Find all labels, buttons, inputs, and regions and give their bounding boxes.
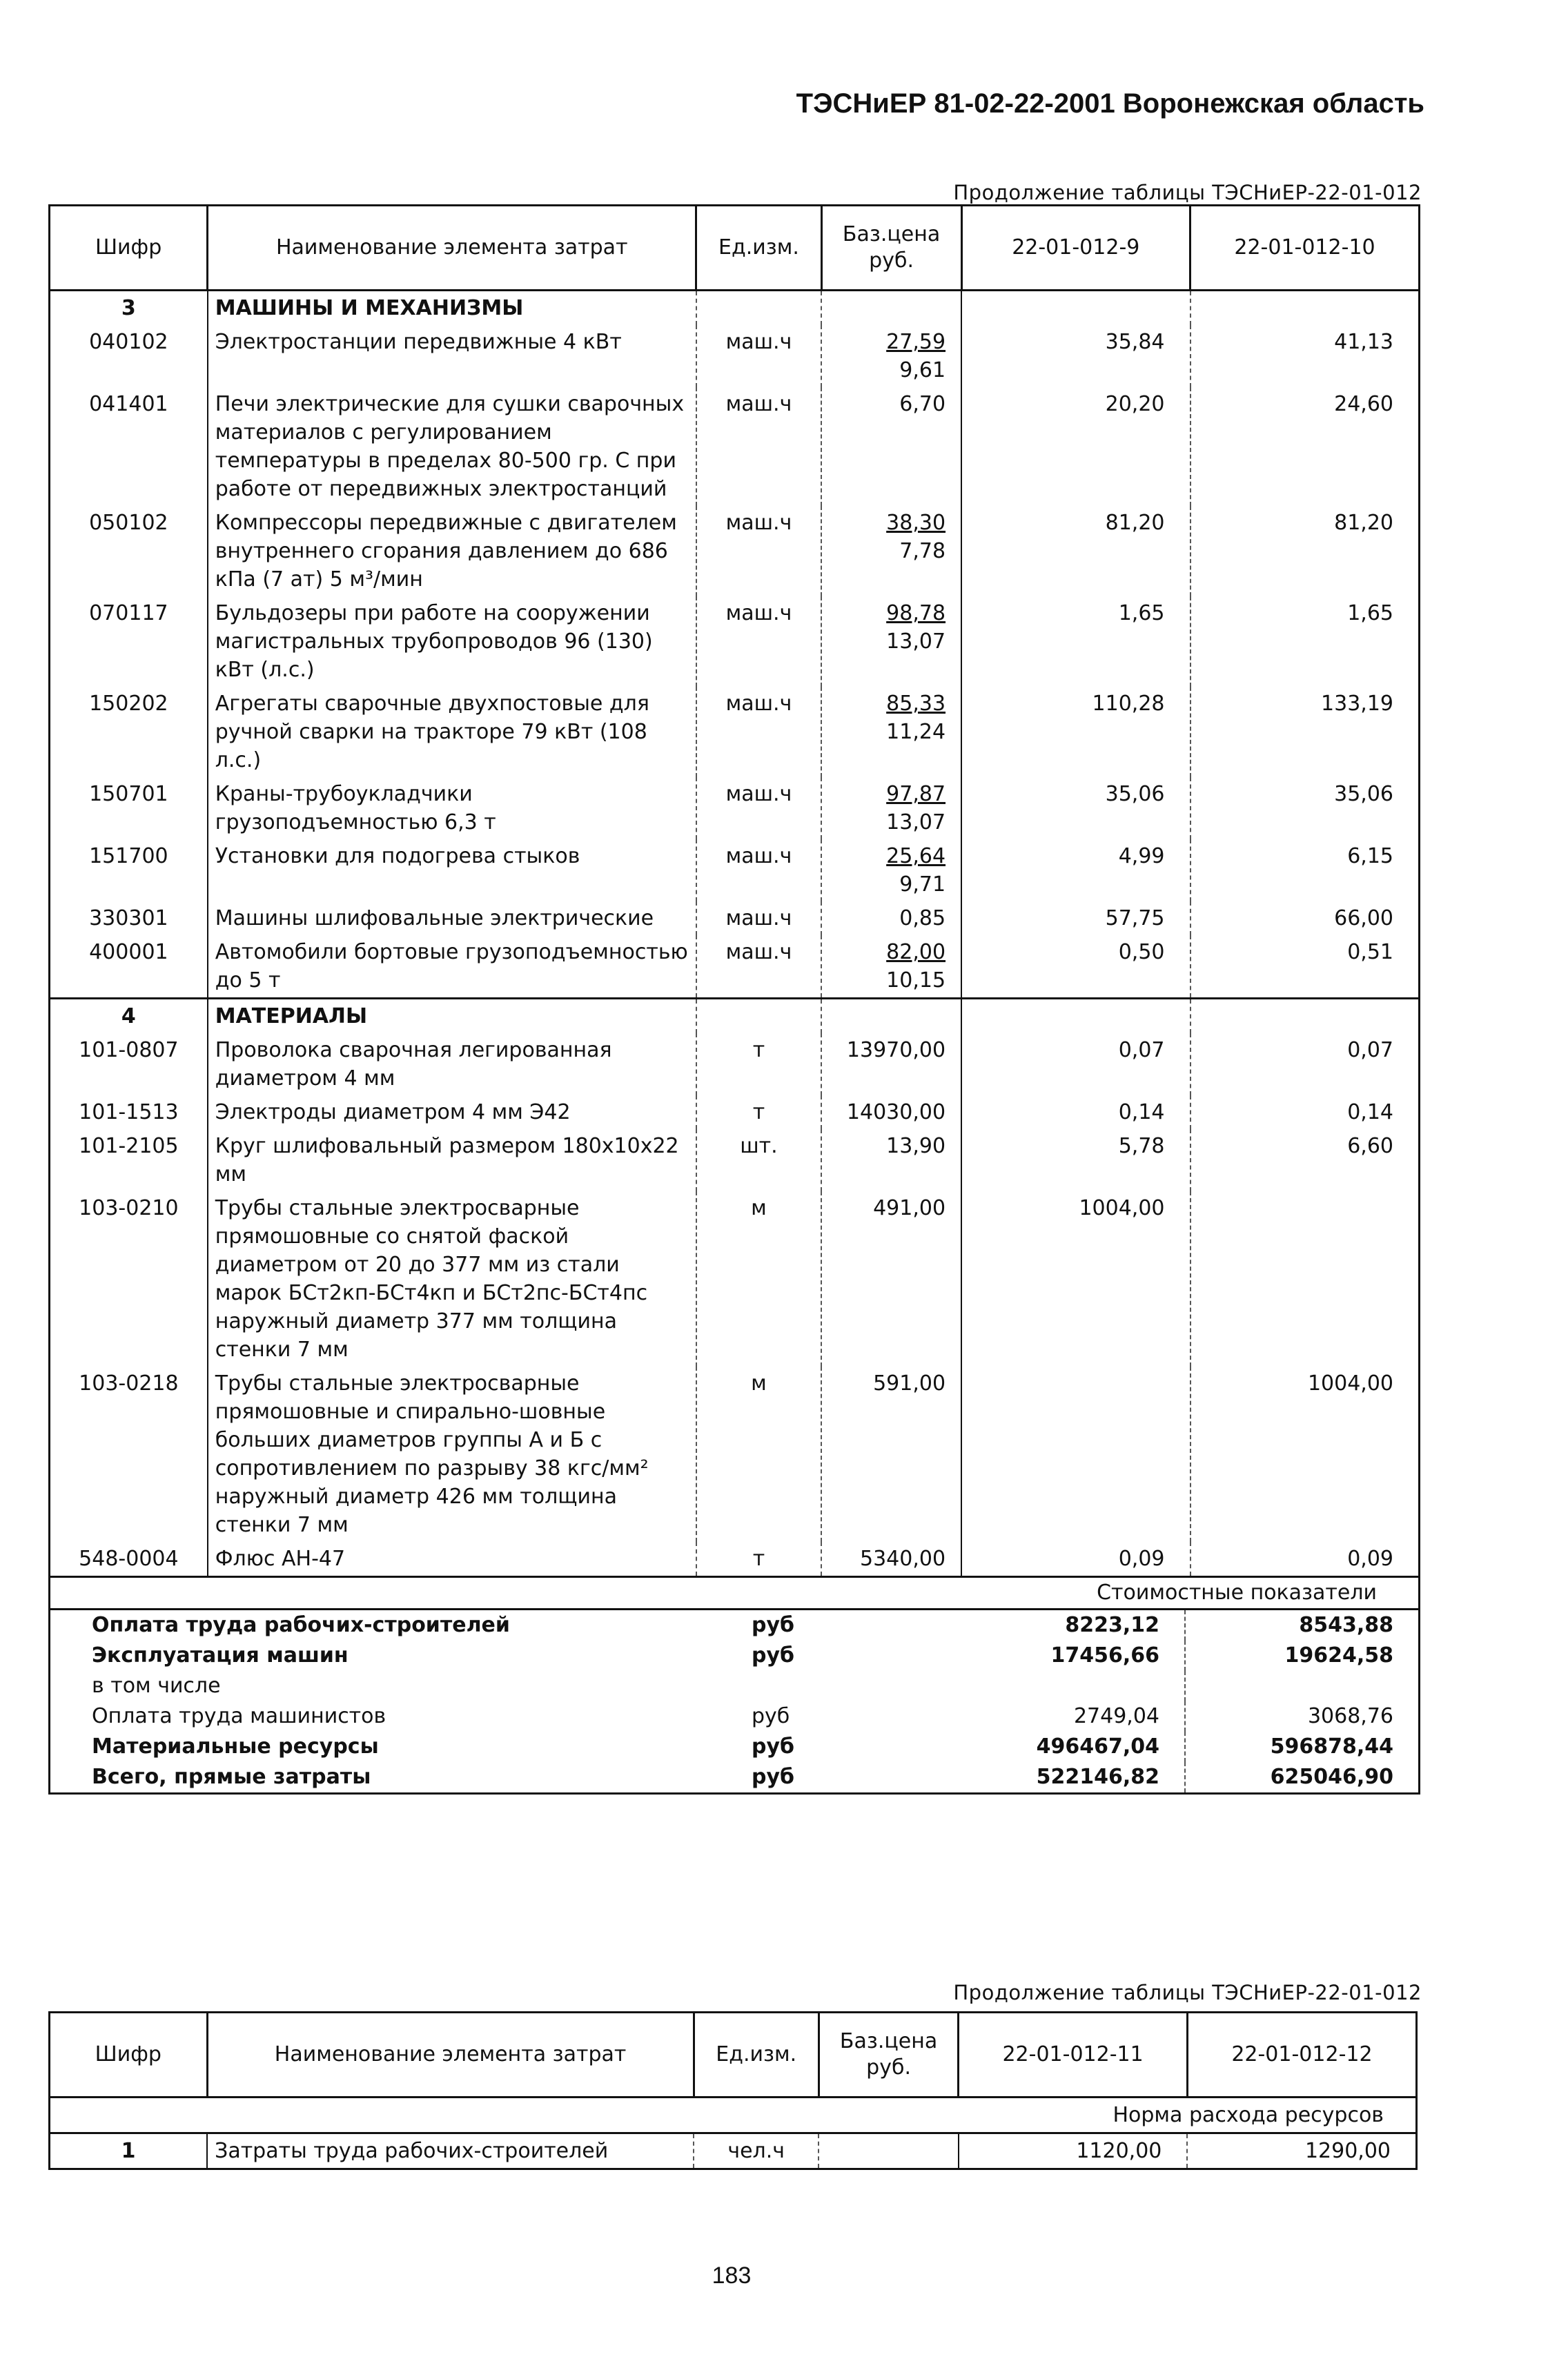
code-cell: 150701 <box>50 777 208 839</box>
column-header: Наименование элемента затрат <box>207 2013 694 2098</box>
value-cell: 0,14 <box>1190 1095 1420 1129</box>
value-cell: 133,19 <box>1190 687 1420 777</box>
value-cell: 1004,00 <box>1190 1367 1420 1542</box>
table-row <box>50 1095 1420 1129</box>
empty-cell <box>961 291 1190 326</box>
summary-value: 3068,76 <box>1185 1701 1420 1732</box>
summary-unit: руб <box>752 1643 794 1668</box>
price-value: 98,78 <box>886 601 946 625</box>
price-value: 6,70 <box>899 392 946 416</box>
name-cell: Флюс АН-47 <box>208 1542 696 1576</box>
code-cell: 040102 <box>50 325 208 387</box>
code-cell: 548-0004 <box>50 1542 208 1576</box>
summary-value: 8543,88 <box>1185 1610 1420 1641</box>
summary-row <box>50 1701 1420 1732</box>
empty-cell <box>1190 291 1420 326</box>
code-cell: 101-1513 <box>50 1095 208 1129</box>
unit-cell: т <box>696 1033 821 1095</box>
value-cell: 1,65 <box>961 596 1190 687</box>
code-cell: 101-0807 <box>50 1033 208 1095</box>
value-cell: 0,51 <box>1190 935 1420 999</box>
empty-cell <box>696 999 821 1034</box>
unit-cell: маш.ч <box>696 839 821 901</box>
summary-value: 496467,04 <box>952 1732 1185 1762</box>
column-header: Ед.изм. <box>694 2013 819 2098</box>
value-cell: 5,78 <box>961 1129 1190 1191</box>
table-caption: Продолжение таблицы ТЭСНиЕР-22-01-012 <box>953 181 1422 204</box>
price-cell <box>821 387 961 506</box>
summary-label: Эксплуатация машин <box>50 1641 732 1671</box>
summary-table <box>48 1576 1420 1795</box>
table-row <box>50 1542 1420 1576</box>
table-row <box>50 1129 1420 1191</box>
column-header: Ед.изм. <box>696 206 821 291</box>
section-row <box>50 291 1420 326</box>
table-header-row <box>50 2013 1417 2098</box>
code-cell: 070117 <box>50 596 208 687</box>
value-cell: 6,60 <box>1190 1129 1420 1191</box>
unit-cell: маш.ч <box>696 777 821 839</box>
table-caption: Продолжение таблицы ТЭСНиЕР-22-01-012 <box>953 1981 1422 2004</box>
empty-cell <box>1190 999 1420 1034</box>
name-cell: Печи электрические для сушки сварочных материалов с регулированием температуры в пределах 80-500 гр. С при работе от передвижных электростанций <box>208 387 696 506</box>
code-cell: 1 <box>50 2133 208 2169</box>
price-value: 13970,00 <box>846 1038 946 1062</box>
price-machinist-wage: 13,07 <box>886 629 946 654</box>
price-value: 14030,00 <box>846 1100 946 1124</box>
value-cell: 1004,00 <box>961 1191 1190 1367</box>
value-cell: 35,06 <box>1190 777 1420 839</box>
unit-cell: маш.ч <box>696 325 821 387</box>
table-row <box>50 596 1420 687</box>
table-body <box>50 291 1420 1576</box>
value-cell: 24,60 <box>1190 387 1420 506</box>
unit-cell: маш.ч <box>696 935 821 999</box>
name-cell: Трубы стальные электросварные прямошовные со снятой фаской диаметром от 20 до 377 мм из стали марок БСт2кп-БСт4кп и БСт2пс-БСт4пс наружный диаметр 377 мм толщина стенки 7 мм <box>208 1191 696 1367</box>
table-row <box>50 935 1420 999</box>
summary-label: Всего, прямые затраты <box>50 1762 732 1794</box>
value-cell: 110,28 <box>961 687 1190 777</box>
value-cell: 57,75 <box>961 901 1190 935</box>
name-cell: Установки для подогрева стыков <box>208 839 696 901</box>
price-cell <box>821 1191 961 1367</box>
summary-label: Оплата труда машинистов <box>50 1701 732 1732</box>
summary-row <box>50 1610 1420 1641</box>
summary-value: 17456,66 <box>952 1641 1185 1671</box>
summary-value: 596878,44 <box>1185 1732 1420 1762</box>
summary-value: 522146,82 <box>952 1762 1185 1794</box>
summary-label: Оплата труда рабочих-строителей <box>50 1610 732 1641</box>
price-value: 591,00 <box>873 1371 946 1396</box>
summary-value: 2749,04 <box>952 1701 1185 1732</box>
price-cell <box>821 1095 961 1129</box>
empty-cell <box>821 999 961 1034</box>
value-cell: 81,20 <box>1190 506 1420 596</box>
price-value: 38,30 <box>886 511 946 535</box>
table-header-row <box>50 206 1420 291</box>
column-header: 22-01-012-9 <box>961 206 1190 291</box>
value-cell: 81,20 <box>961 506 1190 596</box>
table-row <box>50 325 1420 387</box>
name-cell: Компрессоры передвижные с двигателем внутреннего сгорания давлением до 686 кПа (7 ат) 5 м³/мин <box>208 506 696 596</box>
section-title: МАТЕРИАЛЫ <box>208 999 696 1034</box>
price-machinist-wage: 9,71 <box>899 872 946 897</box>
code-cell: 050102 <box>50 506 208 596</box>
resource-table <box>48 204 1420 1576</box>
value-cell: 4,99 <box>961 839 1190 901</box>
code-cell: 330301 <box>50 901 208 935</box>
unit-cell: м <box>696 1367 821 1542</box>
table-row <box>50 1191 1420 1367</box>
value-cell: 0,07 <box>961 1033 1190 1095</box>
price-cell <box>821 777 961 839</box>
table-row <box>50 1033 1420 1095</box>
summary-row <box>50 1641 1420 1671</box>
price-value: 82,00 <box>886 940 946 964</box>
summary-label: в том числе <box>50 1671 732 1701</box>
empty-cell <box>821 291 961 326</box>
table-row <box>50 901 1420 935</box>
value-cell: 0,09 <box>1190 1542 1420 1576</box>
summary-label: Материальные ресурсы <box>50 1732 732 1762</box>
price-machinist-wage: 10,15 <box>886 968 946 993</box>
page-number: 183 <box>712 2262 752 2289</box>
value-cell: 0,14 <box>961 1095 1190 1129</box>
unit-cell: маш.ч <box>696 387 821 506</box>
column-header: 22-01-012-12 <box>1187 2013 1416 2098</box>
unit-cell: маш.ч <box>696 596 821 687</box>
cost-caption: Стоимостные показатели <box>50 1577 1420 1610</box>
name-cell: Машины шлифовальные электрические <box>208 901 696 935</box>
price-cell <box>819 2133 958 2169</box>
price-value: 5340,00 <box>859 1547 946 1571</box>
name-cell: Трубы стальные электросварные прямошовные и спирально-шовные больших диаметров группы А и Б с сопротивлением по разрыву 38 кгс/мм² наружный диаметр 426 мм толщина стенки 7 мм <box>208 1367 696 1542</box>
price-cell <box>821 1129 961 1191</box>
summary-value <box>1185 1671 1420 1701</box>
price-cell <box>821 935 961 999</box>
empty-cell <box>696 291 821 326</box>
section-number: 3 <box>50 291 208 326</box>
column-header: Баз.цена руб. <box>821 206 961 291</box>
price-cell <box>821 839 961 901</box>
column-header: 22-01-012-10 <box>1190 206 1420 291</box>
code-cell: 103-0218 <box>50 1367 208 1542</box>
norm-caption-row <box>50 2098 1417 2133</box>
value-cell: 35,84 <box>961 325 1190 387</box>
name-cell: Автомобили бортовые грузоподъемностью до 5 т <box>208 935 696 999</box>
norm-caption: Норма расхода ресурсов <box>50 2098 1417 2133</box>
column-header: Шифр <box>50 2013 208 2098</box>
summary-row <box>50 1671 1420 1701</box>
name-cell: Электростанции передвижные 4 кВт <box>208 325 696 387</box>
document-header: ТЭСНиЕР 81-02-22-2001 Воронежская область <box>796 88 1424 119</box>
value-cell <box>1190 1191 1420 1367</box>
name-cell: Бульдозеры при работе на сооружении магистральных трубопроводов 96 (130) кВт (л.с.) <box>208 596 696 687</box>
code-cell: 103-0210 <box>50 1191 208 1367</box>
code-cell: 400001 <box>50 935 208 999</box>
value-cell: 66,00 <box>1190 901 1420 935</box>
unit-cell: маш.ч <box>696 687 821 777</box>
column-header: 22-01-012-11 <box>959 2013 1188 2098</box>
name-cell: Краны-трубоукладчики грузоподъемностью 6,3 т <box>208 777 696 839</box>
table-row <box>50 687 1420 777</box>
column-header: Шифр <box>50 206 208 291</box>
unit-cell: маш.ч <box>696 901 821 935</box>
summary-row <box>50 1732 1420 1762</box>
value-cell: 1290,00 <box>1187 2133 1416 2169</box>
value-cell: 35,06 <box>961 777 1190 839</box>
value-cell: 20,20 <box>961 387 1190 506</box>
summary-unit: руб <box>731 1762 952 1794</box>
unit-cell: т <box>696 1095 821 1129</box>
unit-cell: маш.ч <box>696 506 821 596</box>
price-cell <box>821 1033 961 1095</box>
value-cell <box>961 1367 1190 1542</box>
unit-cell: чел.ч <box>694 2133 819 2169</box>
section-title: МАШИНЫ И МЕХАНИЗМЫ <box>208 291 696 326</box>
price-value: 491,00 <box>873 1196 946 1220</box>
price-machinist-wage: 11,24 <box>886 720 946 744</box>
summary-value: 625046,90 <box>1185 1762 1420 1794</box>
unit-cell: м <box>696 1191 821 1367</box>
code-cell: 101-2105 <box>50 1129 208 1191</box>
table-row <box>50 839 1420 901</box>
summary-unit: руб <box>752 1704 790 1728</box>
summary-value: 19624,58 <box>1185 1641 1420 1671</box>
price-value: 25,64 <box>886 844 946 868</box>
summary-value: 8223,12 <box>952 1610 1185 1641</box>
summary-unit <box>731 1671 952 1701</box>
price-cell <box>821 325 961 387</box>
unit-cell: шт. <box>696 1129 821 1191</box>
summary-row <box>50 1762 1420 1794</box>
price-cell <box>821 1367 961 1542</box>
code-cell: 151700 <box>50 839 208 901</box>
price-value: 13,90 <box>886 1134 946 1158</box>
table-row <box>50 387 1420 506</box>
price-cell <box>821 901 961 935</box>
summary-value <box>952 1671 1185 1701</box>
value-cell: 1120,00 <box>959 2133 1188 2169</box>
unit-cell: т <box>696 1542 821 1576</box>
value-cell: 0,09 <box>961 1542 1190 1576</box>
section-row <box>50 999 1420 1034</box>
price-value: 0,85 <box>899 906 946 930</box>
price-cell <box>821 596 961 687</box>
price-value: 27,59 <box>886 330 946 354</box>
name-cell: Проволока сварочная легированная диаметром 4 мм <box>208 1033 696 1095</box>
table-body <box>50 2098 1417 2169</box>
name-cell: Агрегаты сварочные двухпостовые для ручной сварки на тракторе 79 кВт (108 л.с.) <box>208 687 696 777</box>
name-cell: Электроды диаметром 4 мм Э42 <box>208 1095 696 1129</box>
column-header: Баз.цена руб. <box>819 2013 958 2098</box>
value-cell: 0,50 <box>961 935 1190 999</box>
table-row <box>50 777 1420 839</box>
resource-table-continued <box>48 2011 1418 2170</box>
value-cell: 6,15 <box>1190 839 1420 901</box>
cost-caption-row <box>50 1577 1420 1610</box>
price-value: 85,33 <box>886 692 946 716</box>
table-row <box>50 2133 1417 2169</box>
name-cell: Круг шлифовальный размером 180x10x22 мм <box>208 1129 696 1191</box>
empty-cell <box>961 999 1190 1034</box>
value-cell: 41,13 <box>1190 325 1420 387</box>
value-cell: 1,65 <box>1190 596 1420 687</box>
table-row <box>50 1367 1420 1542</box>
section-number: 4 <box>50 999 208 1034</box>
price-cell <box>821 1542 961 1576</box>
price-machinist-wage: 7,78 <box>899 539 946 563</box>
column-header: Наименование элемента затрат <box>208 206 696 291</box>
code-cell: 041401 <box>50 387 208 506</box>
value-cell: 0,07 <box>1190 1033 1420 1095</box>
price-cell <box>821 687 961 777</box>
summary-unit: руб <box>731 1610 952 1641</box>
price-value: 97,87 <box>886 782 946 806</box>
price-machinist-wage: 9,61 <box>899 358 946 382</box>
name-cell: Затраты труда рабочих-строителей <box>207 2133 694 2169</box>
code-cell: 150202 <box>50 687 208 777</box>
table-row <box>50 506 1420 596</box>
price-cell <box>821 506 961 596</box>
price-machinist-wage: 13,07 <box>886 810 946 834</box>
summary-unit: руб <box>752 1734 794 1759</box>
